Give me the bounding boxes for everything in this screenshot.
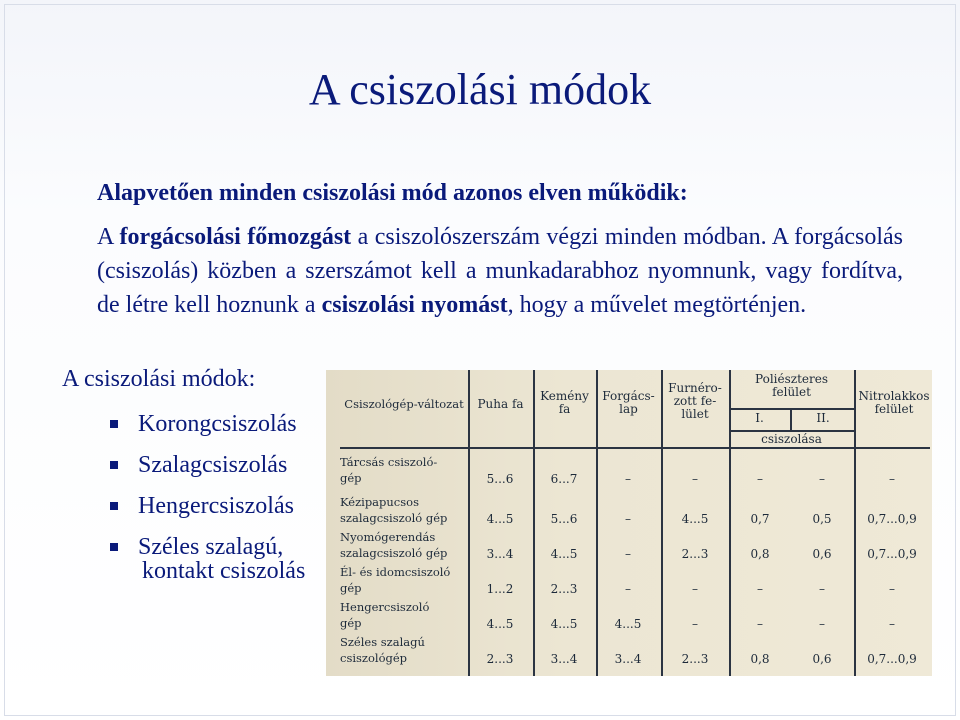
paragraph-bold-1: forgácsolási főmozgást	[119, 224, 352, 250]
table-cell: 0,8	[750, 547, 770, 561]
methods-list	[108, 405, 297, 569]
scanned-table-image	[326, 370, 932, 676]
table-cell: 3...4	[614, 652, 642, 666]
table-cell: 0,8	[750, 652, 770, 666]
list-heading: A csiszolási módok:	[62, 366, 256, 392]
table-row-label: Hengercsiszoló	[340, 600, 430, 614]
list-item-label: Szalagcsiszolás	[138, 452, 288, 478]
bullet-icon	[110, 420, 118, 428]
table-cell: 2...3	[681, 652, 709, 666]
table-cell: 0,7	[750, 512, 770, 526]
table-cell: 3...4	[486, 547, 514, 561]
table-cell: 5...6	[486, 472, 514, 486]
header-polyester: Poliészteres felület	[755, 372, 828, 399]
bullet-icon	[110, 461, 118, 469]
header-nitro: Nitrolakkos felület	[858, 389, 930, 416]
table-cell: 4...5	[614, 617, 642, 631]
table-cell: –	[889, 582, 895, 596]
header-polyester-1: I.	[755, 411, 764, 425]
table-grid-line	[340, 447, 930, 449]
table-cell: 0,7...0,9	[867, 652, 917, 666]
table-row-label: Él- és idomcsiszoló	[340, 565, 451, 579]
paragraph-text-3: , hogy a művelet megtörténjen.	[507, 292, 807, 318]
table-cell: 2...3	[681, 547, 709, 561]
table-cell: 0,7...0,9	[867, 547, 917, 561]
table-row-label: Kézipapucsos	[340, 495, 419, 509]
table-cell: –	[692, 472, 698, 486]
table-cell: –	[625, 472, 631, 486]
table-cell: –	[819, 582, 825, 596]
body-paragraph	[97, 220, 903, 322]
table-cell: 2...3	[550, 582, 578, 596]
table-cell: –	[692, 617, 698, 631]
table-cell: –	[692, 582, 698, 596]
header-polyester-2: II.	[816, 411, 830, 425]
table-cell: –	[625, 512, 631, 526]
table-cell: –	[889, 472, 895, 486]
table-cell: 6...7	[550, 472, 578, 486]
table-cell: 1...2	[486, 582, 514, 596]
table-cell: –	[889, 617, 895, 631]
table-row-label: gép	[340, 581, 362, 595]
table-row-label: gép	[340, 471, 362, 485]
table-cell: 4...5	[681, 512, 709, 526]
table-cell: –	[757, 582, 763, 596]
list-item-label: Széles szalagú,	[138, 534, 284, 560]
table-cell: 4...5	[550, 547, 578, 561]
table-row-label: Széles szalagú	[340, 635, 425, 649]
table-cell: –	[625, 582, 631, 596]
table-cell: –	[819, 617, 825, 631]
table-row-label: csiszológép	[340, 651, 408, 665]
table-cell: 4...5	[486, 512, 514, 526]
table-row-label: gép	[340, 616, 362, 630]
header-chipboard: Forgács- lap	[602, 389, 655, 416]
table-cell: 0,5	[812, 512, 832, 526]
bullet-icon	[110, 502, 118, 510]
list-item-continuation: kontakt csiszolás	[142, 558, 306, 584]
table-cell: 2...3	[486, 652, 514, 666]
table-cell: 4...5	[486, 617, 514, 631]
table-row-label: szalagcsiszoló gép	[340, 511, 448, 525]
header-veneered: Furnéro- zott fe- lület	[668, 381, 722, 421]
table-cell: 0,7...0,9	[867, 512, 917, 526]
table-cell: –	[625, 547, 631, 561]
lead-sentence: Alapvetően minden csiszolási mód azonos elven működik:	[97, 180, 688, 206]
list-item	[108, 487, 297, 528]
table-cell: 4...5	[550, 617, 578, 631]
table-cell: –	[757, 617, 763, 631]
slide-title: A csiszolási módok	[308, 65, 652, 114]
list-item	[108, 446, 297, 487]
table-cell: 5...6	[550, 512, 578, 526]
table-row-label: Nyomógerendás	[340, 530, 436, 544]
paragraph-text-1: A	[97, 224, 120, 250]
table-cell: –	[757, 472, 763, 486]
header-soft-wood: Puha fa	[477, 397, 524, 411]
header-hard-wood: Kemény fa	[540, 389, 589, 416]
paragraph-text-2: a csiszolószerszám végzi minden módban. A forgácsolás (csiszolás) közben a szerszámot kell a munkadarabhoz nyomnunk, vagy fordítva, de létre kell hoznunk a	[97, 224, 904, 318]
header-polyester-sub: csiszolása	[761, 432, 822, 446]
list-item-label: Hengercsiszolás	[138, 493, 294, 519]
list-item-label: Korongcsiszolás	[138, 411, 297, 437]
bullet-icon	[110, 543, 118, 551]
paragraph-bold-2: csiszolási nyomást	[321, 292, 508, 318]
list-item	[108, 405, 297, 446]
table-cell: 0,6	[812, 652, 832, 666]
table-cell: 3...4	[550, 652, 578, 666]
table-row-label: szalagcsiszoló gép	[340, 546, 448, 560]
table-cell: –	[819, 472, 825, 486]
header-machine: Csiszológép-változat	[344, 397, 464, 411]
table-row-label: Tárcsás csiszoló-	[340, 455, 438, 469]
table-cell: 0,6	[812, 547, 832, 561]
